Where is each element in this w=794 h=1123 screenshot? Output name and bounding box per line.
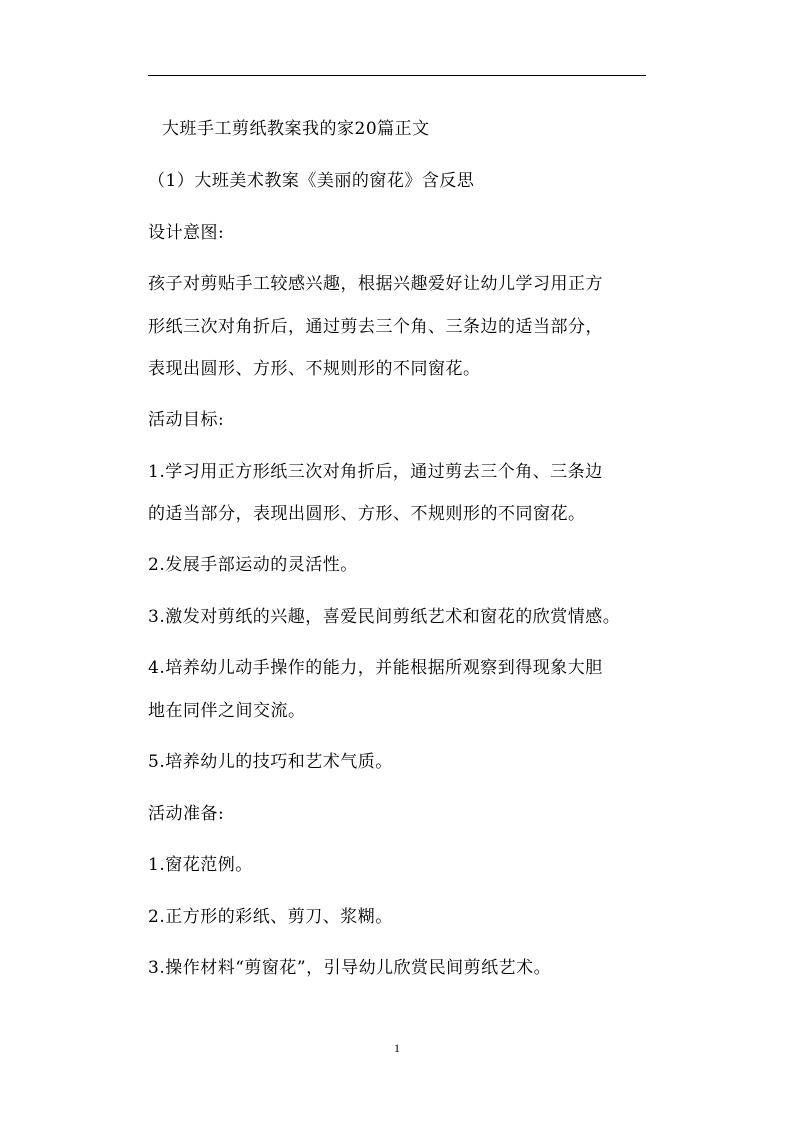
paragraph-line: 孩子对剪贴手工较感兴趣，根据兴趣爱好让幼儿学习用正方 <box>148 274 603 294</box>
goal-line: 4.培养幼儿动手操作的能力，并能根据所观察到得现象大胆 <box>148 658 603 678</box>
goal-line: 地在同伴之间交流。 <box>148 701 306 721</box>
paragraph-line: 表现出圆形、方形、不规则形的不同窗花。 <box>148 359 481 379</box>
goal-line: 2.发展手部运动的灵活性。 <box>148 555 358 575</box>
goal-line: 3.激发对剪纸的兴趣，喜爱民间剪纸艺术和窗花的欣赏情感。 <box>148 607 621 627</box>
header-rule <box>148 75 646 76</box>
prep-line: 3.操作材料“剪窗花”，引导幼儿欣赏民间剪纸艺术。 <box>148 958 552 978</box>
goals-heading: 活动目标: <box>148 410 225 430</box>
goal-line: 5.培养幼儿的技巧和艺术气质。 <box>148 752 393 772</box>
design-intent-heading: 设计意图: <box>148 223 225 243</box>
paragraph-line: 形纸三次对角折后，通过剪去三个角、三条边的适当部分， <box>148 317 603 337</box>
goal-line: 1.学习用正方形纸三次对角折后，通过剪去三个角、三条边 <box>148 462 603 482</box>
goal-line: 的适当部分，表现出圆形、方形、不规则形的不同窗花。 <box>148 504 586 524</box>
document-subtitle: （1）大班美术教案《美丽的窗花》含反思 <box>148 171 475 191</box>
prep-line: 2.正方形的彩纸、剪刀、浆糊。 <box>148 907 393 927</box>
prep-heading: 活动准备: <box>148 804 225 824</box>
prep-line: 1.窗花范例。 <box>148 855 253 875</box>
page-number: 1 <box>394 1041 400 1055</box>
document-title: 大班手工剪纸教案我的家20篇正文 <box>162 119 430 139</box>
